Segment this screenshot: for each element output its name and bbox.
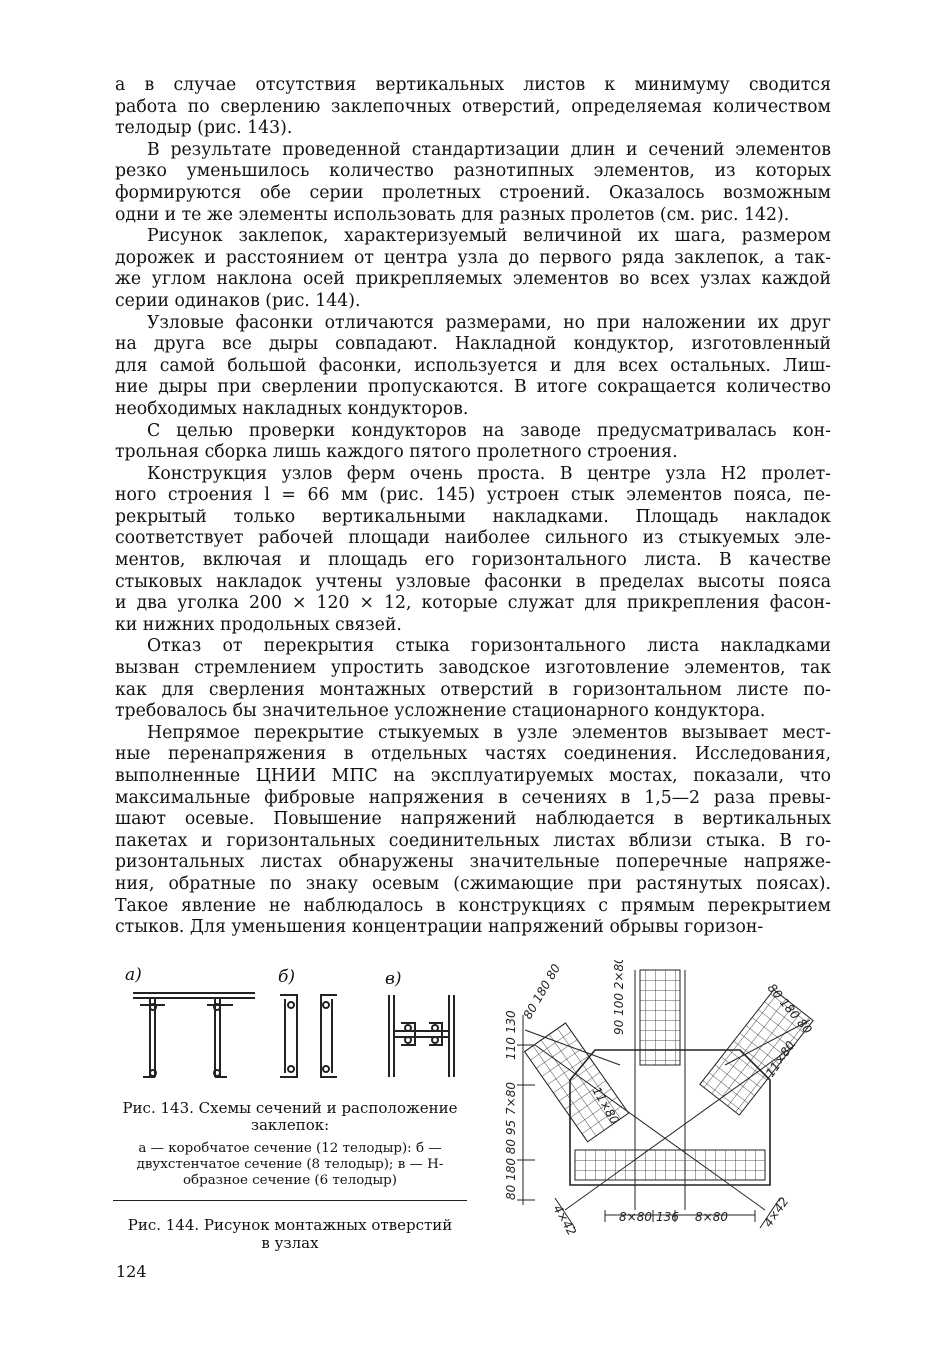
paragraph xyxy=(115,226,831,312)
figure-143 xyxy=(115,965,475,1085)
text-line: Конструкция узлов ферм очень проста. В центре узла H2 пролет- xyxy=(147,463,831,484)
dim-bottom-left: 8×80 xyxy=(619,1210,652,1224)
fig-label-v: в) xyxy=(385,969,402,989)
figure-144-caption xyxy=(110,1216,470,1252)
text-line: требовалось бы значительное усложнение стационарного кондуктора. xyxy=(115,701,766,722)
fig-label-a: а) xyxy=(125,965,142,985)
legend-line: образное сечение (6 телодыр) xyxy=(183,1173,397,1188)
text-line: резко уменьшилось количество разнотипных элементов, из которых xyxy=(115,161,831,182)
paragraph xyxy=(115,75,831,140)
text-line: ризонтальных листах обнаружены значительные поперечные напряже- xyxy=(115,852,831,873)
text-line: соответствует рабочей площади наиболее сильного из стыкуемых эле- xyxy=(115,528,831,549)
legend-line: двухстенчатое сечение (8 телодыр); в — Н- xyxy=(136,1157,444,1172)
figure-144-caption-line: в узлах xyxy=(261,1234,319,1252)
dim-bottom-mid: 136 xyxy=(656,1210,679,1224)
text-line: трольная сборка лишь каждого пятого пролетного строения. xyxy=(115,442,678,463)
paragraph xyxy=(115,421,831,464)
paragraph xyxy=(115,636,831,722)
page-number: 124 xyxy=(116,1262,147,1281)
dim-bottom-right-slant: 4×42 xyxy=(760,1194,792,1230)
fig-label-b: б) xyxy=(278,967,296,987)
dim-left-vert-2: 7×80 xyxy=(504,1082,518,1115)
text-line: В результате проведенной стандартизации длин и сечений элементов xyxy=(147,139,831,160)
text-line: и два уголка 200 × 120 × 12, которые служат для прикрепления фасон- xyxy=(115,593,831,614)
text-line: же углом наклона осей прикрепляемых элементов во всех узлах каждой xyxy=(115,269,831,290)
text-line: С целью проверки кондукторов на заводе предусматривалась кон- xyxy=(147,420,831,441)
dim-right-diag-top: 80 180 80 xyxy=(764,980,815,1037)
text-line: выполненные ЦНИИ МПС на эксплуатируемых мостах, показали, что xyxy=(115,766,831,786)
text-line: а в случае отсутствия вертикальных листов к минимуму сводится xyxy=(115,75,831,95)
text-line: вызван стремлением упростить заводское изготовление элементов, так xyxy=(115,658,831,679)
text-line: шают осевые. Повышение напряжений наблюдается в вертикальных xyxy=(115,809,831,830)
text-line: стыков. Для уменьшения концентрации напряжений обрывы горизон- xyxy=(115,917,764,938)
body-text xyxy=(115,75,831,939)
text-line: как для сверления монтажных отверстий в горизонтальном листе по- xyxy=(115,679,831,700)
text-line: Непрямое перекрытие стыкуемых в узле элементов вызывает мест- xyxy=(147,722,831,743)
text-line: ного строения l = 66 мм (рис. 145) устроен стык элементов пояса, пе- xyxy=(115,485,831,506)
figure-divider xyxy=(113,1200,467,1201)
paragraph xyxy=(115,723,831,939)
figure-144 xyxy=(495,960,845,1250)
text-line: рекрытый только вертикальными накладками. Площадь накладок xyxy=(115,506,831,527)
text-line: максимальные фибровые напряжения в сечениях в 1,5—2 раза превы- xyxy=(115,787,831,808)
dim-left-vert-1: 110 130 xyxy=(504,1010,518,1060)
paragraph xyxy=(115,140,831,226)
text-line: дорожек и расстоянием от центра узла до первого ряда заклепок, а так- xyxy=(115,247,831,268)
dim-bottom-right: 8×80 xyxy=(695,1210,728,1224)
text-line: телодыр (рис. 143). xyxy=(115,118,293,139)
dim-bottom-left-slant: 4×42 xyxy=(550,1202,580,1239)
text-line: ки нижних продольных связей. xyxy=(115,614,402,635)
legend-line: а — коробчатое сечение (12 телодыр): б — xyxy=(138,1141,442,1156)
text-line: стыковых накладок учтены узловые фасонки в пределах высоты пояса xyxy=(115,571,831,592)
text-line: ментов, включая и площадь его горизонтального листа. В качестве xyxy=(115,550,831,571)
text-line: необходимых накладных кондукторов. xyxy=(115,398,469,419)
figure-143-legend xyxy=(110,1141,470,1189)
text-line: ние дыры при сверлении пропускаются. В итоге сокращается количество xyxy=(115,377,831,398)
dim-top-vertical: 90 100 2×80 xyxy=(612,960,626,1035)
text-line: Отказ от перекрытия стыка горизонтального листа накладками xyxy=(147,636,831,657)
paragraph xyxy=(115,464,831,637)
text-line: для самой большой фасонки, используется и для всех остальных. Лиш- xyxy=(115,355,831,376)
text-line: одни и те же элементы использовать для разных пролетов (см. рис. 142). xyxy=(115,204,790,225)
hole-pattern-drawing xyxy=(495,960,845,1250)
text-line: Узловые фасонки отличаются размерами, но при наложении их друг xyxy=(147,312,831,333)
dim-left-inner-diag: 11×80 xyxy=(589,1084,622,1127)
text-line: Рисунок заклепок, характеризуемый величиной их шага, размером xyxy=(147,226,831,247)
text-line: работа по сверлению заклепочных отверстий, определяемая количеством xyxy=(115,96,831,117)
dim-left-vert-3: 80 180 80 95 xyxy=(504,1119,518,1200)
paragraph xyxy=(115,313,831,421)
text-line: на друга все дыры совпадают. Накладной кондуктор, изготовленный xyxy=(115,334,831,355)
text-line: формируются обе серии пролетных строений. Оказалось возможным xyxy=(115,182,831,203)
text-line: Такое явление не наблюдалось в конструкциях с прямым перекрытием xyxy=(115,895,831,916)
text-line: серии одинаков (рис. 144). xyxy=(115,290,361,311)
dim-right-inner-diag: 11×80 xyxy=(762,1038,798,1080)
figure-143-caption-title: Рис. 143. Схемы сечений и расположение заклепок: xyxy=(122,1099,458,1134)
dim-left-diag-top: 80 180 80 xyxy=(520,961,564,1022)
text-line: ния, обратные по знаку осевым (сжимающие при растянутых поясах). xyxy=(115,873,831,894)
text-line: пакетах и горизонтальных соединительных листах вблизи стыка. В го- xyxy=(115,830,831,851)
figure-143-caption xyxy=(110,1100,470,1134)
figure-144-caption-line: Рис. 144. Рисунок монтажных отверстий xyxy=(127,1216,453,1234)
text-line: ные перенапряжения в отдельных частях соединения. Исследования, xyxy=(115,744,831,765)
